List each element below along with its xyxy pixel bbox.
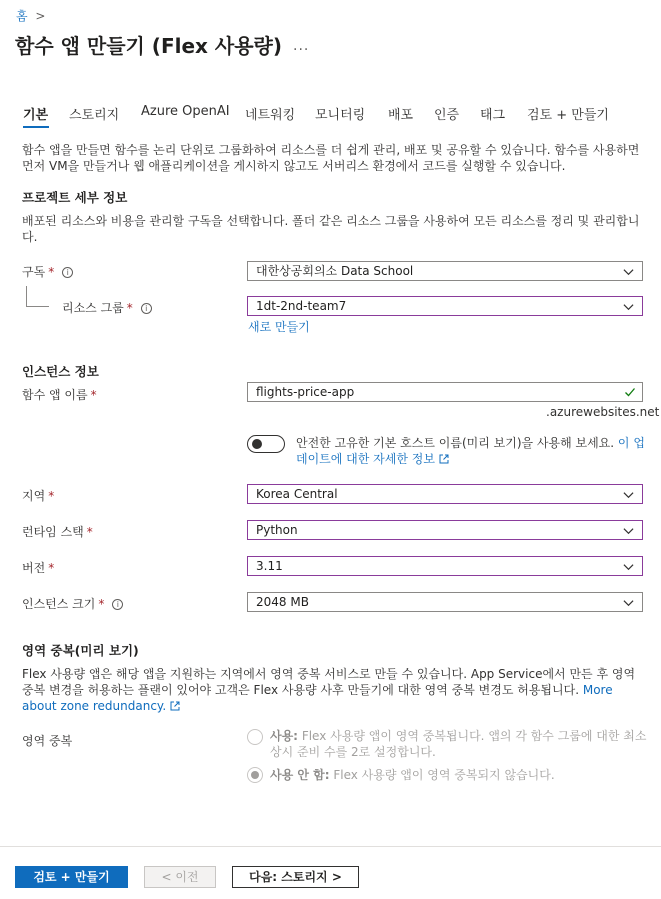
info-icon[interactable]: i xyxy=(141,303,152,314)
tab-monitoring[interactable]: 모니터링 xyxy=(315,108,366,123)
chevron-down-icon xyxy=(623,561,634,572)
tree-connector xyxy=(26,286,49,307)
zone-enabled-radio[interactable] xyxy=(247,729,263,745)
zone-disabled-option xyxy=(270,767,650,783)
tab-deployment[interactable]: 배포 xyxy=(388,108,414,123)
zone-redundancy-description xyxy=(22,666,642,714)
tab-networking[interactable]: 네트워킹 xyxy=(245,108,296,123)
chevron-down-icon xyxy=(623,525,634,536)
resource-group-dropdown[interactable] xyxy=(247,296,643,316)
required-marker: * xyxy=(98,597,105,611)
secure-hostname-description xyxy=(296,435,646,467)
version-dropdown[interactable] xyxy=(247,556,643,576)
instance-size-value: 2048 MB xyxy=(256,595,309,609)
domain-suffix: .azurewebsites.net xyxy=(546,405,660,419)
tab-authentication[interactable]: 인증 xyxy=(434,108,460,123)
instance-size-label-text: 인스턴스 크기 xyxy=(22,597,96,611)
required-marker: * xyxy=(48,489,55,503)
tab-storage[interactable]: 스토리지 xyxy=(69,108,120,123)
breadcrumb-home-link[interactable]: 홈 xyxy=(16,9,28,23)
resource-group-label-text: 리소스 그룹 xyxy=(62,301,124,315)
info-icon[interactable]: i xyxy=(112,599,123,610)
external-link-icon xyxy=(170,701,180,711)
instance-size-label xyxy=(22,595,123,612)
required-marker: * xyxy=(48,265,55,279)
tab-bar xyxy=(0,104,661,130)
subscription-dropdown[interactable] xyxy=(247,261,643,281)
chevron-down-icon xyxy=(623,597,634,608)
tab-basics[interactable]: 기본 xyxy=(23,108,49,123)
zone-redundancy-text: Flex 사용량 앱은 해당 앱을 지원하는 지역에서 영역 중복 서비스로 만들 수 있습니다. App Service에서 만든 후 영역 중복 변경을 허용하는 플랜이 있어야 고객은 Flex 사용량 사후 만들기에 대한 영역 중복 변경도 허용됩니다. xyxy=(22,667,636,697)
chevron-down-icon xyxy=(623,266,634,277)
update-details-link[interactable]: 업데이트에 대한 자세한 정보 xyxy=(296,436,645,466)
secure-hostname-toggle[interactable] xyxy=(247,435,285,453)
tab-review-create[interactable]: 검토 + 만들기 xyxy=(527,108,609,123)
function-app-name-value: flights-price-app xyxy=(256,385,355,399)
instance-details-heading: 인스턴스 정보 xyxy=(22,364,99,379)
function-app-name-label xyxy=(22,386,97,403)
more-options-button[interactable]: ... xyxy=(293,38,310,54)
previous-button[interactable]: < 이전 xyxy=(144,866,216,888)
function-app-name-input[interactable] xyxy=(247,382,643,402)
page-title: 함수 앱 만들기 (Flex 사용량) xyxy=(15,34,282,58)
subscription-label-text: 구독 xyxy=(22,265,46,279)
function-app-name-label-text: 함수 앱 이름 xyxy=(22,388,88,402)
version-label-text: 버전 xyxy=(22,561,46,575)
intro-text: 함수 앱을 만들면 함수를 논리 단위로 그룹화하여 리소스를 더 쉽게 관리, 배포 및 공유할 수 있습니다. 함수를 사용하면 먼저 VM을 만들거나 웹 애플리케이션을 게시하지 않고도 서버리스 환경에서 코드를 실행할 수 있습니다. xyxy=(22,143,640,173)
required-marker: * xyxy=(90,388,97,402)
runtime-stack-label xyxy=(22,523,93,540)
footer-divider xyxy=(0,846,661,847)
resource-group-label xyxy=(62,299,152,316)
info-icon[interactable]: i xyxy=(62,267,73,278)
active-tab-indicator xyxy=(23,126,49,128)
tab-tags[interactable]: 태그 xyxy=(480,108,506,123)
required-marker: * xyxy=(86,525,93,539)
version-label xyxy=(22,559,54,576)
runtime-stack-value: Python xyxy=(256,523,298,537)
breadcrumb xyxy=(16,7,45,24)
project-details-description: 배포된 리소스와 비용을 관리할 구독을 선택합니다. 폴더 같은 리소스 그룹을 사용하여 모든 리소스를 정리 및 관리합니다. xyxy=(22,214,640,244)
subscription-value: 대한상공회의소 Data School xyxy=(256,264,414,278)
instance-size-dropdown[interactable] xyxy=(247,592,643,612)
create-new-resource-group-link[interactable]: 새로 만들기 xyxy=(248,320,310,334)
zone-disabled-title: 사용 안 함: xyxy=(270,768,330,782)
runtime-stack-dropdown[interactable] xyxy=(247,520,643,540)
zone-disabled-radio[interactable] xyxy=(247,767,263,783)
region-dropdown[interactable] xyxy=(247,484,643,504)
review-create-button[interactable]: 검토 + 만들기 xyxy=(15,866,128,888)
radio-selected-dot xyxy=(251,771,259,779)
next-storage-button[interactable]: 다음: 스토리지 > xyxy=(232,866,359,888)
region-label xyxy=(22,487,54,504)
required-marker: * xyxy=(126,301,133,315)
breadcrumb-separator: > xyxy=(35,9,46,23)
zone-enabled-text: Flex 사용량 앱이 영역 중복됩니다. 앱의 각 함수 그룹에 대한 최소 상시 준비 수를 2로 설정합니다. xyxy=(270,729,647,759)
required-marker: * xyxy=(48,561,55,575)
version-value: 3.11 xyxy=(256,559,283,573)
toggle-knob xyxy=(252,439,262,449)
secure-hostname-text: 안전한 고유한 기본 호스트 이름(미리 보기)을 사용해 보세요. xyxy=(296,436,615,450)
zone-redundancy-heading: 영역 중복(미리 보기) xyxy=(22,643,139,658)
resource-group-value: 1dt-2nd-team7 xyxy=(256,299,347,313)
region-value: Korea Central xyxy=(256,487,338,501)
subscription-label xyxy=(22,263,73,280)
zone-redundancy-label: 영역 중복 xyxy=(22,734,73,748)
valid-check-icon xyxy=(624,386,636,398)
runtime-stack-label-text: 런타임 스택 xyxy=(22,525,84,539)
zone-disabled-text: Flex 사용량 앱이 영역 중복되지 않습니다. xyxy=(333,768,555,782)
region-label-text: 지역 xyxy=(22,489,46,503)
secure-hostname-link-start[interactable]: 이 xyxy=(617,436,630,450)
external-link-icon xyxy=(439,454,449,464)
tab-azure-openai[interactable]: Azure OpenAI xyxy=(141,104,230,119)
zone-enabled-title: 사용: xyxy=(270,729,298,743)
chevron-down-icon xyxy=(623,489,634,500)
zone-enabled-option xyxy=(270,728,650,760)
project-details-heading: 프로젝트 세부 정보 xyxy=(22,190,128,205)
chevron-down-icon xyxy=(623,301,634,312)
zone-redundancy-more-link[interactable]: More about zone redundancy. xyxy=(22,683,613,713)
